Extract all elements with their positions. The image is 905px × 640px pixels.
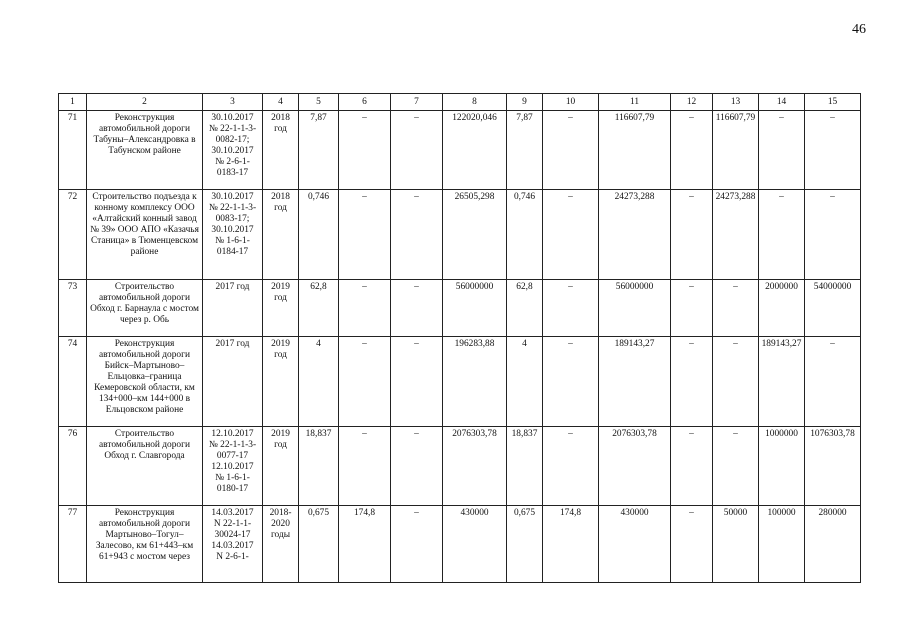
cell-text: 56000000: [455, 282, 494, 292]
col-9-cell: [507, 427, 543, 506]
length-km-cell: [299, 280, 339, 337]
cell-text: –: [414, 282, 419, 292]
col-14-cell: [759, 111, 805, 190]
cell-text: 2018 год: [271, 192, 290, 213]
cell-text: –: [568, 192, 573, 202]
cell-text: –: [733, 429, 738, 439]
col-7-cell: [391, 427, 443, 506]
cell-text: 2017 год: [215, 339, 250, 349]
col-14-cell: [759, 190, 805, 280]
col-6-cell: [339, 280, 391, 337]
cell-text: –: [830, 192, 835, 202]
object-name-cell: [87, 427, 203, 506]
cell-text: 62,8: [310, 282, 327, 292]
cell-text: –: [568, 113, 573, 123]
cell-text: 4: [316, 339, 321, 349]
column-header: 12: [671, 94, 713, 111]
cell-text: 2017 год: [215, 282, 250, 292]
cell-text: 18,837: [305, 429, 332, 439]
col-11-cell: [599, 506, 671, 583]
cell-text: 189143,27: [614, 339, 655, 349]
col-12-cell: [671, 190, 713, 280]
cell-text: Строительство автомобильной дороги Обход г. Барнаула с мостом через р. Обь: [90, 282, 199, 325]
col-15-cell: [805, 337, 861, 427]
cell-text: 26505,298: [454, 192, 495, 202]
cell-text: 4: [522, 339, 527, 349]
object-name-cell: [87, 280, 203, 337]
total-cost-cell: [443, 280, 507, 337]
cell-text: 2076303,78: [452, 429, 497, 439]
col-15-cell: [805, 280, 861, 337]
col-12-cell: [671, 111, 713, 190]
approval-cell: [203, 427, 263, 506]
col-11-cell: [599, 190, 671, 280]
cell-text: Реконструкция автомобильной дороги Мартыново–Тогул–Залесово, км 61+443–км 61+943 с мостом через: [95, 508, 194, 562]
table-row: [59, 506, 861, 583]
cell-text: 73: [67, 282, 78, 292]
completion-year-cell: [263, 427, 299, 506]
col-11-cell: [599, 111, 671, 190]
cell-text: –: [689, 282, 694, 292]
col-7-cell: [391, 506, 443, 583]
cell-text: –: [568, 339, 573, 349]
cell-text: 30.10.2017 № 22-1-1-3- 0083-17; 30.10.2017 № 1-6-1- 0184-17: [208, 192, 257, 257]
object-name-cell: [87, 337, 203, 427]
cell-text: –: [689, 508, 694, 518]
col-6-cell: [339, 111, 391, 190]
cell-text: –: [362, 282, 367, 292]
approval-cell: [203, 111, 263, 190]
cell-text: 2000000: [765, 282, 798, 292]
col-6-cell: [339, 506, 391, 583]
total-cost-cell: [443, 506, 507, 583]
col-9-cell: [507, 190, 543, 280]
object-name-cell: [87, 111, 203, 190]
col-13-cell: [713, 190, 759, 280]
cell-text: 116607,79: [614, 113, 655, 123]
col-13-cell: [713, 427, 759, 506]
total-cost-cell: [443, 427, 507, 506]
cell-text: –: [733, 282, 738, 292]
approval-cell: [203, 506, 263, 583]
cell-text: –: [779, 192, 784, 202]
approval-cell: [203, 280, 263, 337]
cell-text: –: [414, 429, 419, 439]
cell-text: –: [362, 113, 367, 123]
col-14-cell: [759, 280, 805, 337]
cell-text: –: [689, 339, 694, 349]
cell-text: –: [830, 339, 835, 349]
cell-text: 430000: [460, 508, 489, 518]
col-13-cell: [713, 111, 759, 190]
total-cost-cell: [443, 337, 507, 427]
cell-text: 2018 год: [271, 113, 290, 134]
col-10-cell: [543, 280, 599, 337]
completion-year-cell: [263, 506, 299, 583]
column-header: 2: [87, 94, 203, 111]
cell-text: 14.03.2017 N 22-1-1- 30024-17 14.03.2017 N 2-6-1-: [211, 508, 254, 562]
cell-text: –: [414, 192, 419, 202]
header-row: [59, 94, 861, 111]
col-12-cell: [671, 337, 713, 427]
cell-text: 2019 год: [271, 339, 290, 360]
col-14-cell: [759, 506, 805, 583]
cell-text: 430000: [620, 508, 649, 518]
col-7-cell: [391, 111, 443, 190]
column-header: 1: [59, 94, 87, 111]
length-km-cell: [299, 337, 339, 427]
col-10-cell: [543, 190, 599, 280]
col-9-cell: [507, 506, 543, 583]
cell-text: 2019 год: [271, 429, 290, 450]
cell-text: 7,87: [516, 113, 533, 123]
length-km-cell: [299, 427, 339, 506]
completion-year-cell: [263, 190, 299, 280]
cell-text: –: [568, 429, 573, 439]
data-table: [58, 93, 861, 583]
length-km-cell: [299, 506, 339, 583]
total-cost-cell: [443, 111, 507, 190]
cell-text: 71: [67, 113, 78, 123]
cell-text: –: [779, 113, 784, 123]
cell-text: 74: [67, 339, 78, 349]
cell-text: 122020,046: [452, 113, 497, 123]
col-7-cell: [391, 337, 443, 427]
cell-text: 30.10.2017 № 22-1-1-3- 0082-17; 30.10.2017 № 2-6-1- 0183-17: [208, 113, 257, 178]
cell-text: –: [362, 429, 367, 439]
cell-text: Строительство автомобильной дороги Обход г. Славгорода: [99, 429, 190, 461]
cell-text: 62,8: [516, 282, 533, 292]
table-row: [59, 111, 861, 190]
col-14-cell: [759, 427, 805, 506]
cell-text: –: [689, 113, 694, 123]
cell-text: 2018- 2020 годы: [269, 508, 292, 540]
page-number: 46: [852, 22, 866, 37]
col-14-cell: [759, 337, 805, 427]
cell-text: 72: [67, 192, 78, 202]
cell-text: Реконструкция автомобильной дороги Бийск–Мартыново–Ельцовка–граница Кемеровской области, км 134+000–км 144+000 в Ельцовском районе: [94, 339, 195, 415]
cell-text: 24273,288: [715, 192, 756, 202]
cell-text: 280000: [818, 508, 847, 518]
row-number-cell: [59, 337, 87, 427]
cell-text: 54000000: [813, 282, 852, 292]
col-10-cell: [543, 111, 599, 190]
cell-text: –: [362, 339, 367, 349]
cell-text: 196283,88: [454, 339, 495, 349]
col-13-cell: [713, 506, 759, 583]
col-13-cell: [713, 337, 759, 427]
col-11-cell: [599, 427, 671, 506]
col-12-cell: [671, 280, 713, 337]
row-number-cell: [59, 111, 87, 190]
cell-text: 2019 год: [271, 282, 290, 303]
col-13-cell: [713, 280, 759, 337]
cell-text: –: [689, 429, 694, 439]
cell-text: 0,675: [513, 508, 536, 518]
column-header: 5: [299, 94, 339, 111]
col-10-cell: [543, 427, 599, 506]
cell-text: Строительство подъезда к конному комплексу ООО «Алтайский конный завод № 39» ООО АПО «Казачья Станица» в Тюменцевском районе: [90, 192, 199, 257]
column-header: 15: [805, 94, 861, 111]
completion-year-cell: [263, 337, 299, 427]
cell-text: 18,837: [511, 429, 538, 439]
col-6-cell: [339, 337, 391, 427]
col-7-cell: [391, 280, 443, 337]
col-12-cell: [671, 506, 713, 583]
column-header: 9: [507, 94, 543, 111]
cell-text: –: [414, 113, 419, 123]
cell-text: 76: [67, 429, 78, 439]
column-header: 6: [339, 94, 391, 111]
col-10-cell: [543, 337, 599, 427]
cell-text: 1076303,78: [810, 429, 855, 439]
col-6-cell: [339, 427, 391, 506]
object-name-cell: [87, 506, 203, 583]
cell-text: –: [830, 113, 835, 123]
cell-text: 174,8: [353, 508, 376, 518]
cell-text: –: [568, 282, 573, 292]
table-row: [59, 427, 861, 506]
column-header: 7: [391, 94, 443, 111]
length-km-cell: [299, 190, 339, 280]
row-number-cell: [59, 427, 87, 506]
col-11-cell: [599, 280, 671, 337]
col-15-cell: [805, 427, 861, 506]
col-9-cell: [507, 337, 543, 427]
cell-text: 50000: [723, 508, 748, 518]
col-15-cell: [805, 190, 861, 280]
length-km-cell: [299, 111, 339, 190]
cell-text: 12.10.2017 № 22-1-1-3- 0077-17 12.10.2017 № 1-6-1- 0180-17: [208, 429, 257, 494]
table-row: [59, 337, 861, 427]
cell-text: 100000: [767, 508, 796, 518]
col-9-cell: [507, 280, 543, 337]
column-header: 11: [599, 94, 671, 111]
row-number-cell: [59, 280, 87, 337]
cell-text: 56000000: [615, 282, 654, 292]
cell-text: 0,746: [513, 192, 536, 202]
cell-text: 189143,27: [761, 339, 802, 349]
cell-text: 1000000: [765, 429, 798, 439]
col-6-cell: [339, 190, 391, 280]
col-7-cell: [391, 190, 443, 280]
row-number-cell: [59, 190, 87, 280]
col-11-cell: [599, 337, 671, 427]
col-9-cell: [507, 111, 543, 190]
cell-text: –: [689, 192, 694, 202]
column-header: 8: [443, 94, 507, 111]
total-cost-cell: [443, 190, 507, 280]
object-name-cell: [87, 190, 203, 280]
table-row: [59, 280, 861, 337]
cell-text: –: [414, 508, 419, 518]
approval-cell: [203, 190, 263, 280]
cell-text: –: [362, 192, 367, 202]
column-header: 13: [713, 94, 759, 111]
column-header: 4: [263, 94, 299, 111]
completion-year-cell: [263, 111, 299, 190]
approval-cell: [203, 337, 263, 427]
col-10-cell: [543, 506, 599, 583]
col-15-cell: [805, 506, 861, 583]
cell-text: –: [414, 339, 419, 349]
cell-text: 7,87: [310, 113, 327, 123]
column-header: 3: [203, 94, 263, 111]
column-header: 10: [543, 94, 599, 111]
table-body: [59, 111, 861, 583]
cell-text: 0,746: [307, 192, 330, 202]
column-header: 14: [759, 94, 805, 111]
cell-text: 2076303,78: [612, 429, 657, 439]
col-15-cell: [805, 111, 861, 190]
cell-text: 116607,79: [715, 113, 756, 123]
cell-text: –: [733, 339, 738, 349]
cell-text: 0,675: [307, 508, 330, 518]
cell-text: 77: [67, 508, 78, 518]
row-number-cell: [59, 506, 87, 583]
col-12-cell: [671, 427, 713, 506]
cell-text: 174,8: [559, 508, 582, 518]
table-row: [59, 190, 861, 280]
cell-text: 24273,288: [614, 192, 655, 202]
cell-text: Реконструкция автомобильной дороги Табуны–Александровка в Табунском районе: [93, 113, 196, 156]
completion-year-cell: [263, 280, 299, 337]
